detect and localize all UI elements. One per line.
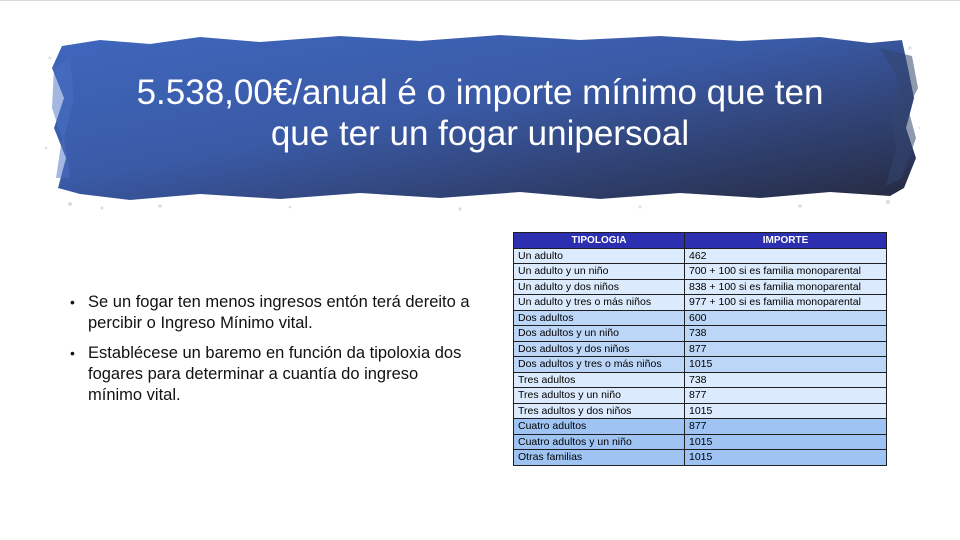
table-row bbox=[514, 264, 887, 280]
slide-title: 5.538,00€/anual é o importe mínimo que ten que ter un fogar unipersoal bbox=[136, 73, 824, 153]
header-tipologia: TIPOLOGIA bbox=[514, 233, 685, 249]
cell-importe: 700 + 100 si es familia monoparental bbox=[685, 264, 887, 280]
table-row bbox=[514, 372, 887, 388]
cell-importe: 977 + 100 si es familia monoparental bbox=[685, 295, 887, 311]
cell-tipologia: Dos adultos bbox=[514, 310, 685, 326]
cell-importe: 1015 bbox=[685, 357, 887, 373]
cell-tipologia: Tres adultos y un niño bbox=[514, 388, 685, 404]
cell-tipologia: Dos adultos y un niño bbox=[514, 326, 685, 342]
bullet-item bbox=[70, 292, 470, 334]
top-divider bbox=[0, 0, 960, 1]
cell-importe: 738 bbox=[685, 372, 887, 388]
table-row bbox=[514, 419, 887, 435]
table-row bbox=[514, 279, 887, 295]
cell-importe: 462 bbox=[685, 248, 887, 264]
table-row bbox=[514, 295, 887, 311]
cell-tipologia: Dos adultos y dos niños bbox=[514, 341, 685, 357]
table-row bbox=[514, 310, 887, 326]
table-row bbox=[514, 403, 887, 419]
cell-importe: 1015 bbox=[685, 434, 887, 450]
cell-tipologia: Un adulto y un niño bbox=[514, 264, 685, 280]
table-row bbox=[514, 248, 887, 264]
cell-importe: 1015 bbox=[685, 403, 887, 419]
table-row bbox=[514, 326, 887, 342]
title-banner bbox=[40, 28, 920, 218]
bullet-list bbox=[70, 292, 470, 415]
cell-tipologia: Cuatro adultos bbox=[514, 419, 685, 435]
table-row bbox=[514, 434, 887, 450]
table-row bbox=[514, 450, 887, 466]
bullet-text: Establécese un baremo en función da tipoloxia dos fogares para determinar a cuantía do ingreso mínimo vital. bbox=[88, 344, 462, 404]
cell-importe: 838 + 100 si es familia monoparental bbox=[685, 279, 887, 295]
cell-importe: 738 bbox=[685, 326, 887, 342]
cell-tipologia: Tres adultos bbox=[514, 372, 685, 388]
cell-tipologia: Dos adultos y tres o más niños bbox=[514, 357, 685, 373]
importe-table bbox=[513, 232, 887, 466]
cell-importe: 877 bbox=[685, 419, 887, 435]
cell-tipologia: Cuatro adultos y un niño bbox=[514, 434, 685, 450]
header-importe: IMPORTE bbox=[685, 233, 887, 249]
table-row bbox=[514, 388, 887, 404]
importe-table-container bbox=[513, 232, 886, 466]
cell-importe: 600 bbox=[685, 310, 887, 326]
cell-importe: 1015 bbox=[685, 450, 887, 466]
bullet-item bbox=[70, 343, 470, 406]
table-header-row bbox=[514, 233, 887, 249]
cell-tipologia: Un adulto y dos niños bbox=[514, 279, 685, 295]
cell-tipologia: Otras familias bbox=[514, 450, 685, 466]
table-row bbox=[514, 341, 887, 357]
bullet-dot-icon: • bbox=[70, 294, 75, 310]
bullet-dot-icon: • bbox=[70, 345, 75, 361]
table-row bbox=[514, 357, 887, 373]
cell-tipologia: Un adulto y tres o más niños bbox=[514, 295, 685, 311]
cell-importe: 877 bbox=[685, 388, 887, 404]
cell-importe: 877 bbox=[685, 341, 887, 357]
cell-tipologia: Un adulto bbox=[514, 248, 685, 264]
cell-tipologia: Tres adultos y dos niños bbox=[514, 403, 685, 419]
bullet-text: Se un fogar ten menos ingresos entón terá dereito a percibir o Ingreso Mínimo vital. bbox=[88, 293, 470, 332]
